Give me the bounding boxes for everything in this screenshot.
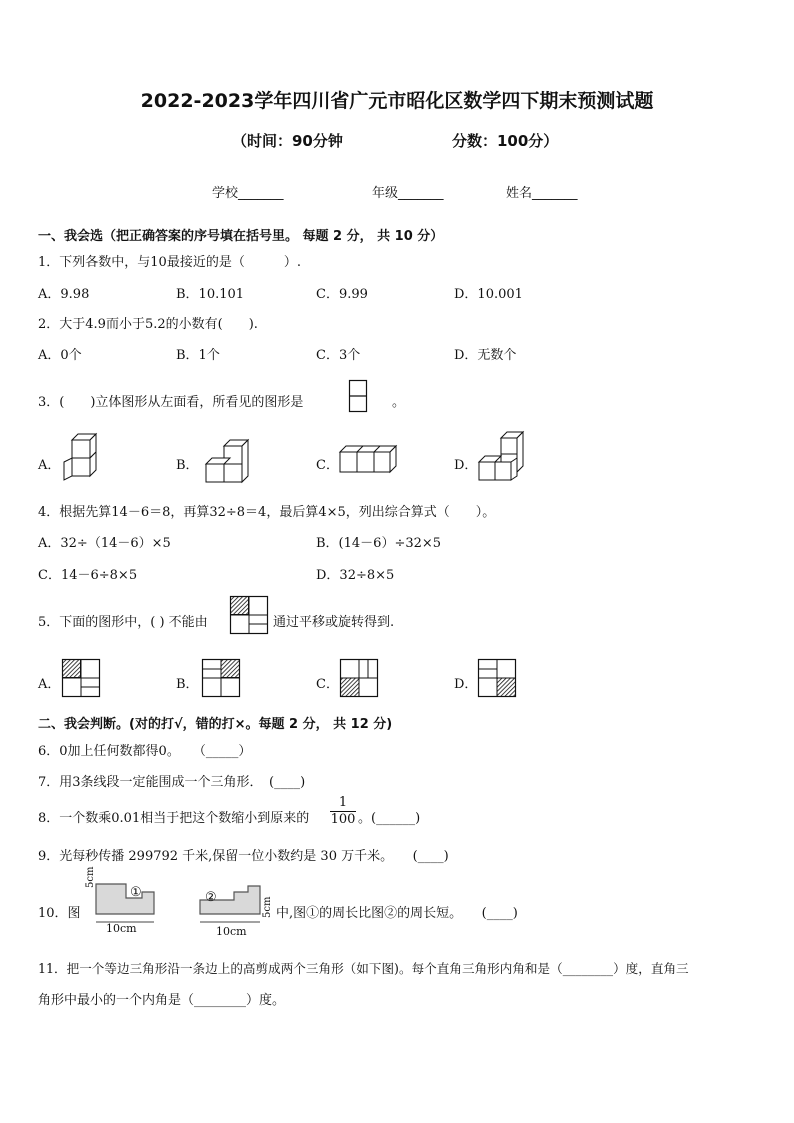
name-field[interactable]: 姓名_______ [506,186,578,201]
q5-option-a[interactable]: A． [38,677,61,692]
fraction-numerator: 1 [338,795,348,810]
q3-option-a[interactable]: A． [38,458,61,473]
question-5: 5．下面的图形中，( ) 不能由 [38,615,208,630]
q3-cube-figure-b [204,440,250,484]
section-2-heading: 二、我会判断。(对的打√，错的打×。每题 2 分， 共 12 分) [38,717,393,732]
q10-fig1-base-label: 10cm [106,922,137,935]
q4-option-a[interactable]: A．32÷（14－6）×5 [38,536,171,551]
q2-option-c[interactable]: C．3个 [316,348,361,363]
question-1: 1．下列各数中，与10最接近的是（ ）. [38,255,301,270]
q5-option-d[interactable]: D． [454,677,478,692]
page-title: 2022-2023学年四川省广元市昭化区数学四下期末预测试题 [140,90,654,112]
question-6: 6．0加上任何数都得0。 （_____） [38,744,252,759]
question-3: 3．( )立体图形从左面看，所看见的图形是 [38,395,304,410]
q4-option-d[interactable]: D．32÷8×5 [316,568,395,583]
exam-time: （时间：90分钟 [232,132,343,150]
question-3-end: 。 [392,395,406,410]
question-7: 7．用3条线段一定能围成一个三角形． (____) [38,775,306,790]
q10-fig1-side-label: 5cm [85,866,96,888]
school-field[interactable]: 学校_______ [212,186,284,201]
question-2: 2．大于4.9而小于5.2的小数有( ). [38,317,258,332]
q2-option-d[interactable]: D．无数个 [454,348,517,363]
q5-option-b[interactable]: B． [176,677,199,692]
question-9: 9．光每秒传播 299792 千米,保留一位小数约是 30 万千米。 (____) [38,849,449,864]
q1-option-a[interactable]: A．9.98 [38,287,90,302]
q5-figure-d [478,659,518,699]
q4-option-c[interactable]: C．14－6÷8×5 [38,568,138,583]
question-8: 8．一个数乘0.01相当于把这个数缩小到原来的 [38,811,310,826]
question-8-end: 。(______) [358,811,421,826]
q10-fig2-number: ② [205,890,217,905]
fraction-denominator: 100 [330,812,356,827]
q1-option-d[interactable]: D．10.001 [454,287,523,302]
exam-score: 分数：100分） [452,132,559,150]
q5-reference-figure [230,596,270,636]
question-10-end: 中,图①的周长比图②的周长短。 (____) [276,906,518,921]
q10-fig1-number: ① [130,885,142,900]
q3-cube-figure-d [477,432,527,486]
q5-figure-a [62,659,102,699]
fraction-1-over-100 [330,795,356,827]
q10-fig2-base-label: 10cm [216,925,247,938]
question-11-line-1: 11．把一个等边三角形沿一条边上的高剪成两个三角形（如下图)。每个直角三角形内角和是（________）度，直角三 [38,961,689,976]
q4-option-b[interactable]: B．(14－6）÷32×5 [316,536,442,551]
q3-option-b[interactable]: B． [176,458,199,473]
left-view-figure [349,380,369,414]
q1-option-b[interactable]: B．10.101 [176,287,245,302]
q10-fig2-side-label: 5cm [262,896,273,918]
q5-figure-c [340,659,380,699]
q1-option-c[interactable]: C．9.99 [316,287,368,302]
q3-cube-figure-a [64,434,104,484]
question-5-end: 通过平移或旋转得到. [273,615,395,630]
q3-option-c[interactable]: C． [316,458,339,473]
q3-cube-figure-c [338,444,400,476]
question-11-line-2: 角形中最小的一个内角是（________）度。 [38,993,286,1008]
q2-option-b[interactable]: B．1个 [176,348,220,363]
q5-option-c[interactable]: C． [316,677,339,692]
q3-option-d[interactable]: D． [454,458,478,473]
section-1-heading: 一、我会选（把正确答案的序号填在括号里。 每题 2 分， 共 10 分） [38,229,444,244]
q5-figure-b [202,659,242,699]
grade-field[interactable]: 年级_______ [372,186,444,201]
question-4: 4．根据先算14－6＝8，再算32÷8＝4，最后算4×5，列出综合算式（ ）。 [38,505,496,520]
q2-option-a[interactable]: A．0个 [38,348,82,363]
question-10: 10．图 [38,906,81,921]
